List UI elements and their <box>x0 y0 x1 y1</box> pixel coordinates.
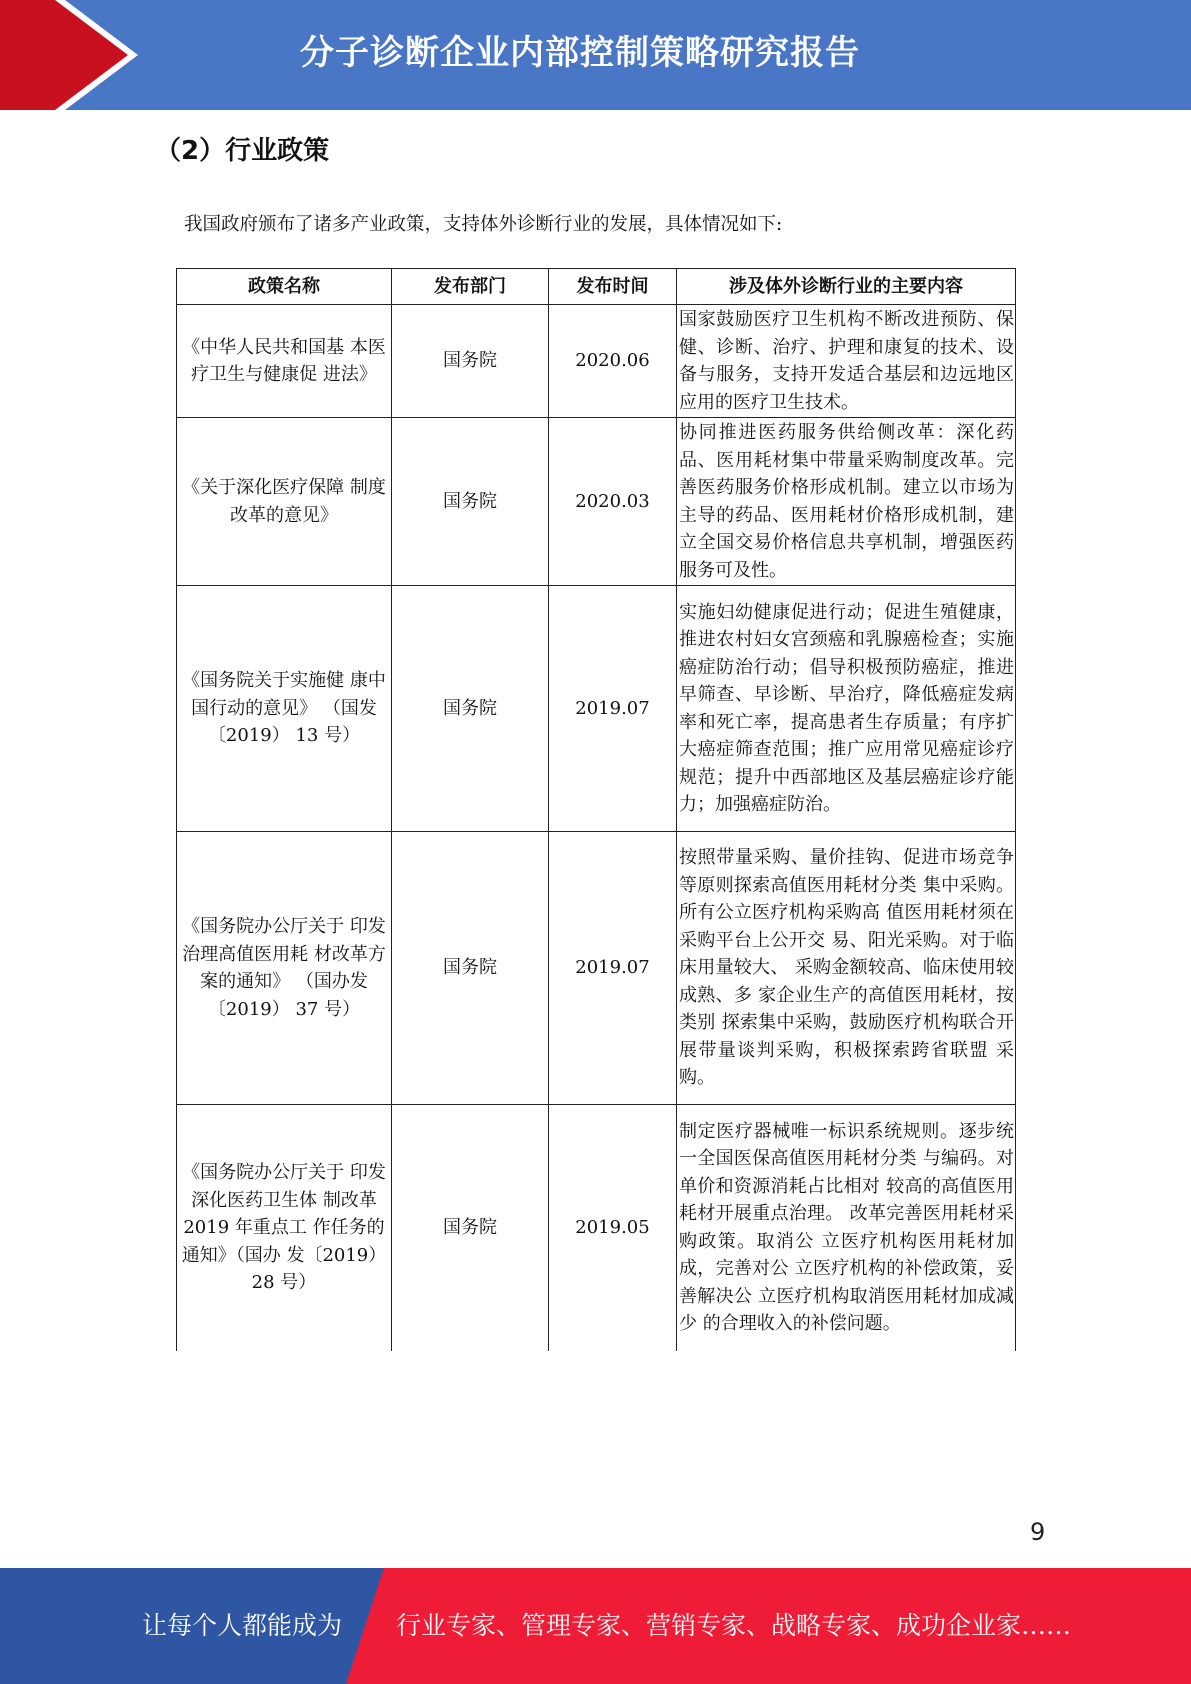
policy-content: 协同推进医药服务供给侧改革：深化药品、医用耗材集中带量采购制度改革。完善医药服务价格形成机制。建立以市场为主导的药品、医用耗材价格形成机制，建立全国交易价格信息共享机制，增强医药服务可及性。 <box>677 418 1016 586</box>
policy-department: 国务院 <box>392 418 549 586</box>
policy-name: 《国务院关于实施健 康中国行动的意见》 （国发〔2019） 13 号） <box>177 586 392 832</box>
policy-date: 2020.06 <box>549 305 677 418</box>
policy-name: 《关于深化医疗保障 制度改革的意见》 <box>177 418 392 586</box>
policy-date: 2020.03 <box>549 418 677 586</box>
table-header-row <box>177 269 1016 305</box>
section-heading: （2）行业政策 <box>155 136 330 166</box>
policy-content: 国家鼓励医疗卫生机构不断改进预防、保健、诊断、治疗、护理和康复的技术、设备与服务，支持开发适合基层和边远地区应用的医疗卫生技术。 <box>677 305 1016 418</box>
page-footer <box>0 1568 1191 1684</box>
policy-table <box>176 268 1016 1351</box>
policy-date: 2019.07 <box>549 586 677 832</box>
policy-department: 国务院 <box>392 832 549 1105</box>
header-policy-name: 政策名称 <box>177 269 392 305</box>
header-department: 发布部门 <box>392 269 549 305</box>
table-row <box>177 305 1016 418</box>
policy-department: 国务院 <box>392 1105 549 1351</box>
policy-content: 按照带量采购、量价挂钩、促进市场竞争等原则探索高值医用耗材分类 集中采购。所有公立医疗机构采购高 值医用耗材须在采购平台上公开交 易、阳光采购。对于临床用量较大、 采购金额较高、临床使用较成熟、多 家企业生产的高值医用耗材，按类别 探索集中采购，鼓励医疗机构联合开 展带量谈判采购，积极探索跨省联盟 采购。 <box>677 832 1016 1105</box>
header-date: 发布时间 <box>549 269 677 305</box>
page-header <box>0 0 1191 110</box>
policy-date: 2019.07 <box>549 832 677 1105</box>
table-row <box>177 418 1016 586</box>
policy-content: 实施妇幼健康促进行动；促进生殖健康，推进农村妇女宫颈癌和乳腺癌检查；实施癌症防治行动；倡导积极预防癌症，推进早筛查、早诊断、早治疗，降低癌症发病率和死亡率，提高患者生存质量；有序扩大癌症筛查范围；推广应用常见癌症诊疗规范；提升中西部地区及基层癌症诊疗能力；加强癌症防治。 <box>677 586 1016 832</box>
footer-slogan-right: 行业专家、管理专家、营销专家、战略专家、成功企业家…… <box>396 1611 1072 1640</box>
report-title: 分子诊断企业内部控制策略研究报告 <box>300 33 860 73</box>
table-row <box>177 1105 1016 1351</box>
policy-content: 制定医疗器械唯一标识系统规则。逐步统一全国医保高值医用耗材分类 与编码。对单价和资源消耗占比相对 较高的高值医用耗材开展重点治理。 改革完善医用耗材采购政策。取消公 立医疗机构医用耗材加成，完善对公 立医疗机构的补偿政策，妥善解决公 立医疗机构取消医用耗材加成减少 的合理收入的补偿问题。 <box>677 1105 1016 1351</box>
table-row <box>177 832 1016 1105</box>
policy-name: 《中华人民共和国基 本医疗卫生与健康促 进法》 <box>177 305 392 418</box>
header-content: 涉及体外诊断行业的主要内容 <box>677 269 1016 305</box>
policy-department: 国务院 <box>392 586 549 832</box>
intro-paragraph: 我国政府颁布了诸多产业政策，支持体外诊断行业的发展，具体情况如下: <box>184 214 783 235</box>
table-row <box>177 586 1016 832</box>
policy-name: 《国务院办公厅关于 印发深化医药卫生体 制改革 2019 年重点工 作任务的通知》（国办 发〔2019） 28 号） <box>177 1105 392 1351</box>
policy-date: 2019.05 <box>549 1105 677 1351</box>
policy-department: 国务院 <box>392 305 549 418</box>
policy-name: 《国务院办公厅关于 印发治理高值医用耗 材改革方案的通知》 （国办发〔2019） 37 号） <box>177 832 392 1105</box>
page-number: 9 <box>1030 1518 1046 1546</box>
footer-slogan-left: 让每个人都能成为 <box>142 1611 343 1640</box>
